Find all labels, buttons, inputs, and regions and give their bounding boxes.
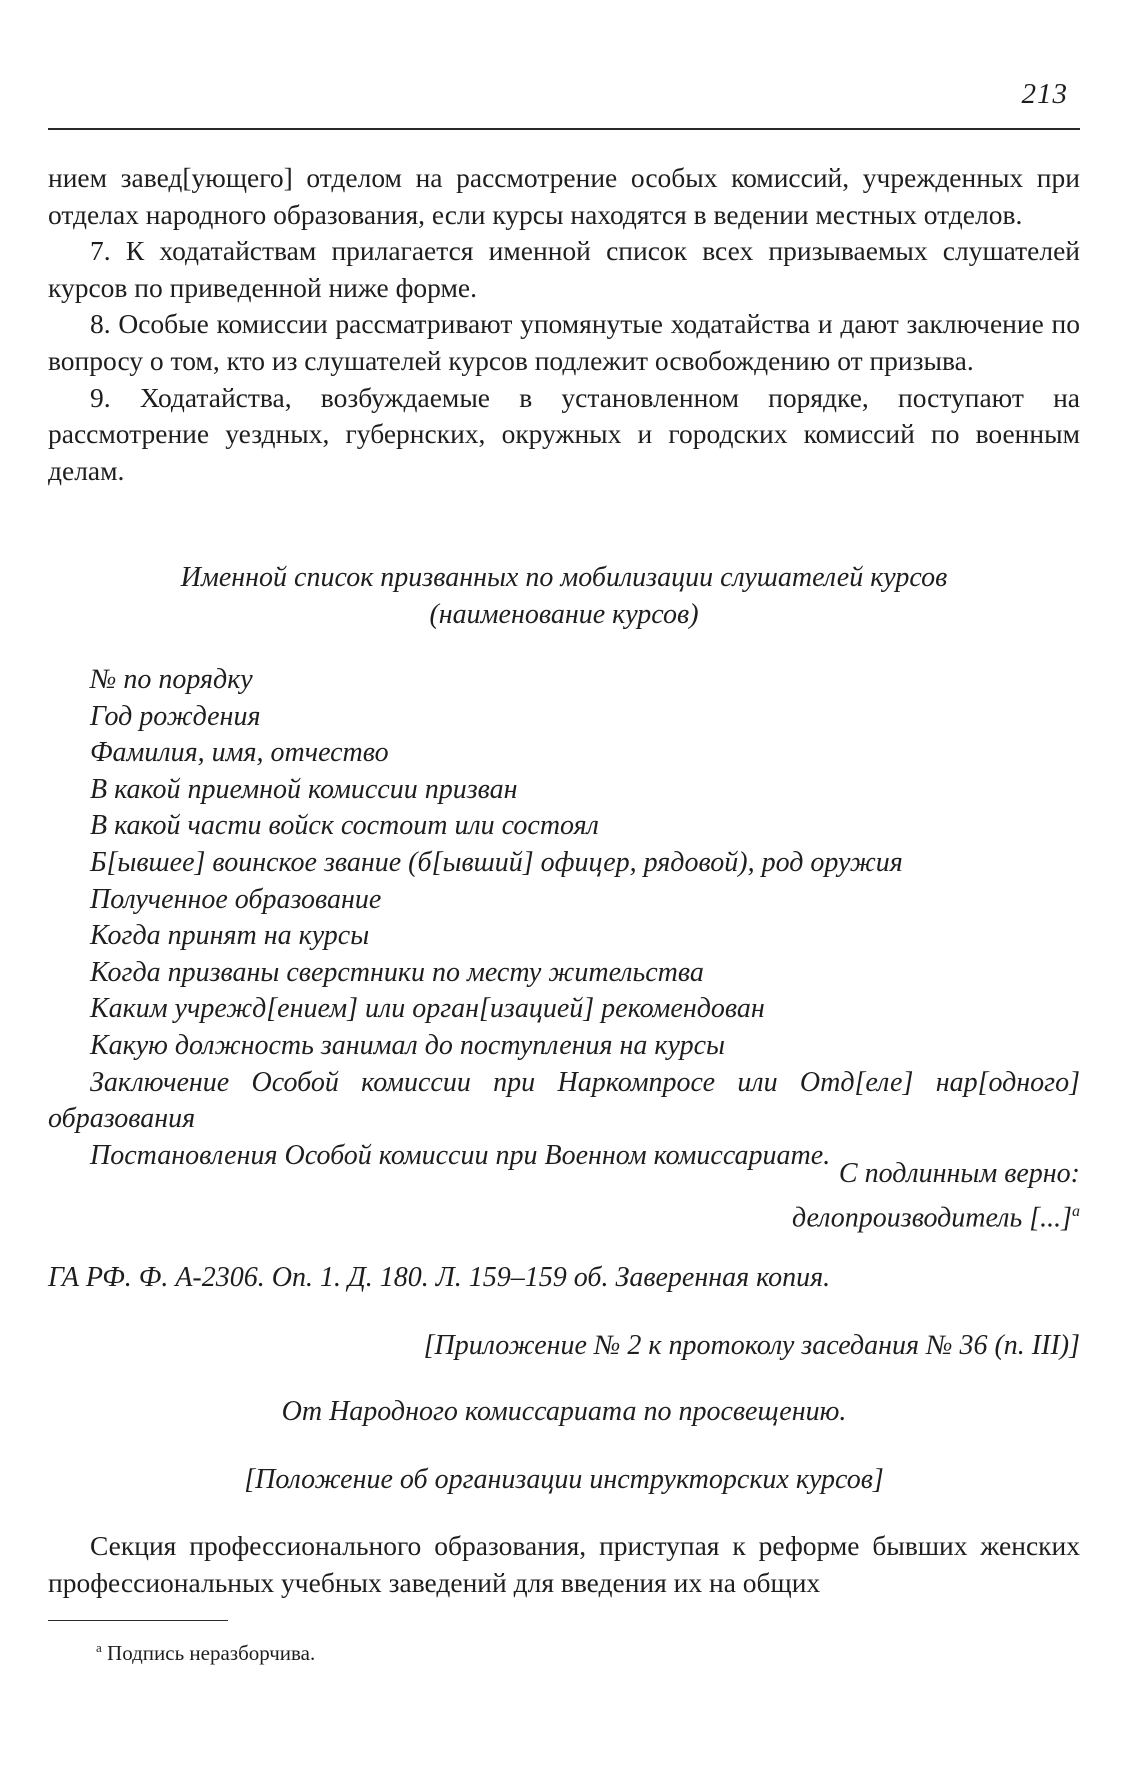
clerk-text: делопроизводитель [...] <box>792 1202 1072 1234</box>
form-field-item: Заключение Особой комиссии при Наркомпросе или Отд[еле] нар[одного] образования <box>48 1066 1080 1135</box>
footnote <box>96 1634 315 1667</box>
form-field-item: Когда призваны сверстники по месту жительства <box>90 956 704 988</box>
form-field-item: Какую должность занимал до поступления на курсы <box>90 1029 725 1061</box>
clerk-line <box>48 1193 1080 1237</box>
paragraph-item-8: 8. Особые комиссии рассматривают упомянутые ходатайства и дают заключение по вопросу о том, кто из слушателей курсов подлежит освобождению от призыва. <box>48 308 1080 376</box>
list-title <box>48 560 1080 633</box>
certification-line: С подлинным верно: <box>838 1158 1080 1189</box>
form-field-item: Постановления Особой комиссии при Военном комиссариате. <box>90 1139 831 1171</box>
appendix-heading: [Приложение № 2 к протоколу заседания № 36 (п. III)] <box>423 1330 1080 1361</box>
form-field-item: Когда принят на курсы <box>90 920 370 952</box>
regulation-title: [Положение об организации инструкторских курсов] <box>244 1464 884 1495</box>
footnote-reference: а <box>1072 1203 1080 1220</box>
paragraph-continuation: нием завед[ующего] отделом на рассмотрение особых комиссий, учрежденных при отделах народного образования, если курсы находятся в ведении местных отделов. <box>48 162 1080 230</box>
form-field-item: Год рождения <box>90 700 261 732</box>
from-line: От Народного комиссариата по просвещению. <box>281 1396 847 1427</box>
footnote-rule <box>48 1620 228 1621</box>
certification-signature <box>48 1155 1080 1237</box>
archive-reference: ГА РФ. Ф. А-2306. Оп. 1. Д. 180. Л. 159–159 об. Заверенная копия. <box>48 1262 831 1293</box>
list-title-line: Именной список призванных по мобилизации слушателей курсов <box>180 562 948 593</box>
form-field-item: Фамилия, имя, отчество <box>90 737 389 769</box>
list-title-subtitle: (наименование курсов) <box>429 598 699 630</box>
form-field-item: Б[ывшее] воинское звание (б[ывший] офицер, рядовой), род оружия <box>90 846 903 878</box>
paragraph-item-7: 7. К ходатайствам прилагается именной список всех призываемых слушателей курсов по приведенной ниже форме. <box>48 235 1080 303</box>
header-rule <box>48 128 1080 130</box>
form-field-item: В какой части войск состоит или состоял <box>90 810 599 842</box>
form-field-list <box>48 662 1080 1174</box>
body-text <box>48 160 1080 489</box>
form-field-item: Каким учрежд[ением] или орган[изацией] рекомендован <box>90 993 765 1025</box>
paragraph-item-9: 9. Ходатайства, возбуждаемые в установленном порядке, поступают на рассмотрение уездных, губернских, окружных и городских комиссий по военным делам. <box>48 381 1080 486</box>
form-field-item: Полученное образование <box>90 883 382 915</box>
page-number: 213 <box>1021 78 1068 110</box>
footnote-mark: а <box>96 1640 102 1655</box>
closing-paragraph: Секция профессионального образования, приступая к реформе бывших женских профессиональных учебных заведений для введения их на общих <box>48 1530 1080 1598</box>
form-field-item: В какой приемной комиссии призван <box>90 773 518 805</box>
footnote-text: Подпись неразборчива. <box>107 1641 316 1665</box>
form-field-item: № по порядку <box>90 664 253 695</box>
